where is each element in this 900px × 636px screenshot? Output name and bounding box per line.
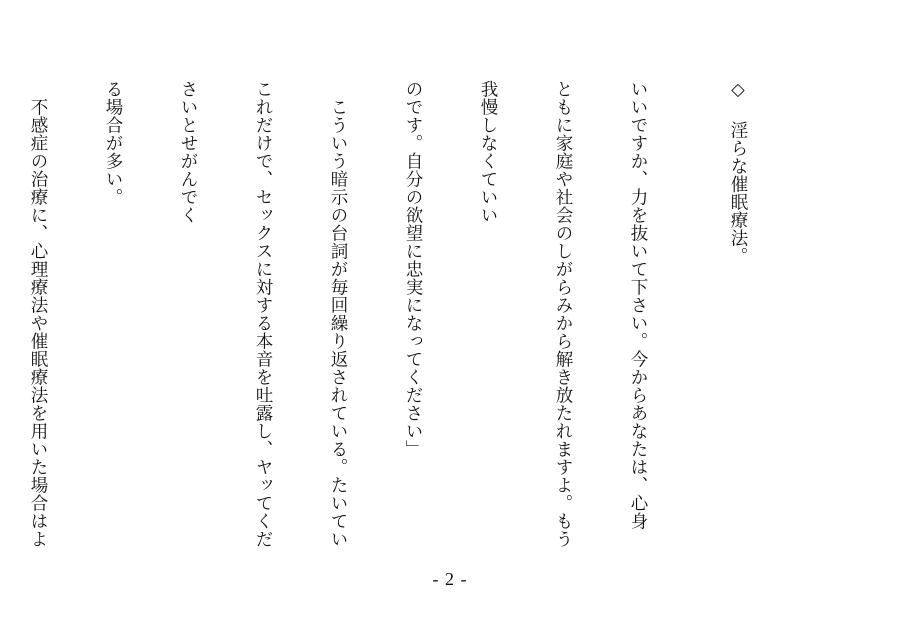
text-line: さいとせがんでく xyxy=(178,80,198,224)
text-line: これだけで、セックスに対する本音を吐露し、ヤッてくだ xyxy=(253,80,273,548)
text-line: のです。自分の欲望に忠実になってください」 xyxy=(403,80,423,458)
vertical-text-body xyxy=(0,80,800,570)
text-line: こういう暗示の台詞が毎回繰り返されている。たいてい xyxy=(328,80,348,548)
page-number: - 2 - xyxy=(432,569,468,589)
text-line: 不感症の治療に、心理療法や催眠療法を用いた場合はよ xyxy=(28,80,48,548)
section-heading: ◇ 淫らな催眠療法。 xyxy=(728,80,748,265)
text-line: ともに家庭や社会のしがらみから解き放たれますよ。もう xyxy=(553,80,573,548)
text-line: る場合が多い。 xyxy=(103,80,123,206)
text-line: 我慢しなくていい xyxy=(478,80,498,224)
text-line: いいですか、力を抜いて下さい。今からあなたは、心身 xyxy=(628,80,648,530)
